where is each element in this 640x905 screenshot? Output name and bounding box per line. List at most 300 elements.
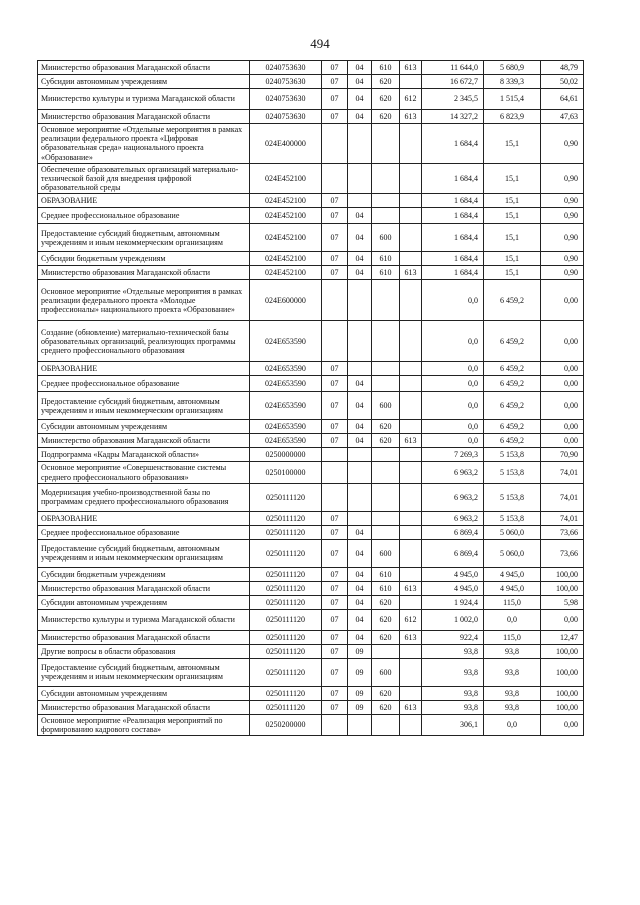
cell-vr bbox=[372, 462, 400, 483]
cell-rz: 07 bbox=[322, 75, 348, 89]
cell-pr: 04 bbox=[348, 392, 372, 420]
cell-rz: 07 bbox=[322, 392, 348, 420]
cell-pct: 0,90 bbox=[541, 163, 584, 194]
cell-fact: 8 339,3 bbox=[484, 75, 541, 89]
table-row bbox=[38, 124, 584, 164]
cell-fact: 115,0 bbox=[484, 630, 541, 644]
cell-pct: 0,00 bbox=[541, 609, 584, 630]
cell-pct: 47,63 bbox=[541, 110, 584, 124]
cell-pr: 04 bbox=[348, 609, 372, 630]
budget-table bbox=[37, 60, 584, 736]
cell-pr: 09 bbox=[348, 686, 372, 700]
cell-rz: 07 bbox=[322, 630, 348, 644]
cell-fact: 0,0 bbox=[484, 714, 541, 735]
cell-plan: 1 924,4 bbox=[422, 595, 484, 609]
table-row bbox=[38, 714, 584, 735]
cell-vr: 620 bbox=[372, 630, 400, 644]
cell-vr: 610 bbox=[372, 266, 400, 280]
cell-pr bbox=[348, 483, 372, 511]
cell-rz: 07 bbox=[322, 208, 348, 224]
cell-plan: 4 945,0 bbox=[422, 567, 484, 581]
cell-pct: 0,90 bbox=[541, 252, 584, 266]
cell-name: Субсидии автономным учреждениям bbox=[38, 595, 250, 609]
cell-code: 0250111120 bbox=[250, 644, 322, 658]
cell-plan: 93,8 bbox=[422, 686, 484, 700]
cell-vr bbox=[372, 644, 400, 658]
cell-rz: 07 bbox=[322, 252, 348, 266]
cell-gr bbox=[400, 539, 422, 567]
cell-vr: 620 bbox=[372, 595, 400, 609]
cell-plan: 6 869,4 bbox=[422, 539, 484, 567]
cell-pr bbox=[348, 714, 372, 735]
cell-code: 0250111120 bbox=[250, 630, 322, 644]
cell-gr bbox=[400, 124, 422, 164]
cell-gr bbox=[400, 75, 422, 89]
cell-vr: 610 bbox=[372, 252, 400, 266]
table-row bbox=[38, 75, 584, 89]
cell-code: 0250111120 bbox=[250, 686, 322, 700]
cell-code: 0250000000 bbox=[250, 448, 322, 462]
cell-plan: 93,8 bbox=[422, 644, 484, 658]
cell-gr bbox=[400, 462, 422, 483]
cell-pct: 0,00 bbox=[541, 376, 584, 392]
cell-rz: 07 bbox=[322, 644, 348, 658]
cell-pct: 0,00 bbox=[541, 280, 584, 321]
cell-pct: 100,00 bbox=[541, 700, 584, 714]
cell-pr bbox=[348, 280, 372, 321]
cell-fact: 5 060,0 bbox=[484, 539, 541, 567]
cell-pct: 50,02 bbox=[541, 75, 584, 89]
cell-pr: 04 bbox=[348, 595, 372, 609]
cell-gr: 613 bbox=[400, 110, 422, 124]
cell-vr bbox=[372, 163, 400, 194]
cell-name: Министерство культуры и туризма Магаданской области bbox=[38, 609, 250, 630]
cell-pct: 5,98 bbox=[541, 595, 584, 609]
cell-plan: 1 684,4 bbox=[422, 124, 484, 164]
cell-plan: 0,0 bbox=[422, 434, 484, 448]
cell-pr: 04 bbox=[348, 630, 372, 644]
cell-vr bbox=[372, 448, 400, 462]
table-row bbox=[38, 420, 584, 434]
cell-gr: 613 bbox=[400, 61, 422, 75]
cell-code: 0240753630 bbox=[250, 61, 322, 75]
table-row bbox=[38, 266, 584, 280]
cell-plan: 93,8 bbox=[422, 658, 484, 686]
table-row bbox=[38, 252, 584, 266]
cell-vr bbox=[372, 376, 400, 392]
cell-vr bbox=[372, 280, 400, 321]
cell-code: 024E452100 bbox=[250, 163, 322, 194]
cell-fact: 6 459,2 bbox=[484, 321, 541, 362]
cell-pr: 04 bbox=[348, 539, 372, 567]
cell-name: Министерство образования Магаданской области bbox=[38, 434, 250, 448]
cell-pct: 100,00 bbox=[541, 658, 584, 686]
cell-name: Создание (обновление) материально-технической базы образовательных организаций, реализующих программы среднего профессионального образования bbox=[38, 321, 250, 362]
cell-gr bbox=[400, 644, 422, 658]
cell-pct: 0,90 bbox=[541, 208, 584, 224]
cell-rz: 07 bbox=[322, 700, 348, 714]
cell-rz: 07 bbox=[322, 224, 348, 252]
cell-plan: 1 684,4 bbox=[422, 266, 484, 280]
cell-code: 0240753630 bbox=[250, 89, 322, 110]
cell-fact: 6 459,2 bbox=[484, 420, 541, 434]
cell-code: 024E400000 bbox=[250, 124, 322, 164]
cell-plan: 7 269,3 bbox=[422, 448, 484, 462]
table-row bbox=[38, 208, 584, 224]
cell-pct: 74,01 bbox=[541, 483, 584, 511]
table-row bbox=[38, 567, 584, 581]
cell-rz: 07 bbox=[322, 362, 348, 376]
cell-plan: 6 869,4 bbox=[422, 525, 484, 539]
cell-pr bbox=[348, 321, 372, 362]
cell-pr: 04 bbox=[348, 252, 372, 266]
cell-code: 0250111120 bbox=[250, 609, 322, 630]
cell-rz: 07 bbox=[322, 61, 348, 75]
cell-name: Субсидии автономным учреждениям bbox=[38, 75, 250, 89]
cell-pct: 0,00 bbox=[541, 321, 584, 362]
cell-pr: 04 bbox=[348, 376, 372, 392]
cell-code: 0250111120 bbox=[250, 581, 322, 595]
cell-name: Предоставление субсидий бюджетным, автономным учреждениям и иным некоммерческим организациям bbox=[38, 224, 250, 252]
cell-plan: 0,0 bbox=[422, 321, 484, 362]
cell-plan: 0,0 bbox=[422, 420, 484, 434]
table-row bbox=[38, 224, 584, 252]
cell-plan: 1 684,4 bbox=[422, 208, 484, 224]
table-row bbox=[38, 630, 584, 644]
cell-pct: 12,47 bbox=[541, 630, 584, 644]
cell-fact: 6 459,2 bbox=[484, 392, 541, 420]
cell-fact: 6 459,2 bbox=[484, 362, 541, 376]
cell-gr bbox=[400, 280, 422, 321]
table-row bbox=[38, 686, 584, 700]
cell-fact: 15,1 bbox=[484, 163, 541, 194]
table-row bbox=[38, 539, 584, 567]
cell-code: 024E452100 bbox=[250, 194, 322, 208]
cell-gr bbox=[400, 525, 422, 539]
cell-rz bbox=[322, 124, 348, 164]
cell-vr: 620 bbox=[372, 686, 400, 700]
cell-rz bbox=[322, 280, 348, 321]
cell-vr: 610 bbox=[372, 567, 400, 581]
cell-gr: 613 bbox=[400, 630, 422, 644]
cell-rz bbox=[322, 163, 348, 194]
cell-name: Министерство культуры и туризма Магаданской области bbox=[38, 89, 250, 110]
cell-code: 0250111120 bbox=[250, 700, 322, 714]
cell-pct: 0,00 bbox=[541, 714, 584, 735]
cell-pct: 0,90 bbox=[541, 266, 584, 280]
cell-pr: 04 bbox=[348, 61, 372, 75]
cell-fact: 15,1 bbox=[484, 252, 541, 266]
cell-code: 0250111120 bbox=[250, 525, 322, 539]
cell-name: Среднее профессиональное образование bbox=[38, 525, 250, 539]
table-row bbox=[38, 362, 584, 376]
table-row bbox=[38, 525, 584, 539]
cell-name: Министерство образования Магаданской области bbox=[38, 61, 250, 75]
cell-rz: 07 bbox=[322, 110, 348, 124]
cell-pr bbox=[348, 124, 372, 164]
cell-gr bbox=[400, 420, 422, 434]
cell-vr bbox=[372, 208, 400, 224]
cell-rz: 07 bbox=[322, 525, 348, 539]
cell-rz: 07 bbox=[322, 658, 348, 686]
cell-gr: 612 bbox=[400, 609, 422, 630]
cell-rz: 07 bbox=[322, 420, 348, 434]
cell-vr bbox=[372, 525, 400, 539]
cell-vr: 620 bbox=[372, 75, 400, 89]
cell-gr: 612 bbox=[400, 89, 422, 110]
cell-pct: 100,00 bbox=[541, 686, 584, 700]
cell-vr bbox=[372, 321, 400, 362]
cell-plan: 1 684,4 bbox=[422, 252, 484, 266]
cell-rz bbox=[322, 321, 348, 362]
cell-vr: 620 bbox=[372, 434, 400, 448]
cell-gr bbox=[400, 224, 422, 252]
cell-rz: 07 bbox=[322, 266, 348, 280]
cell-fact: 15,1 bbox=[484, 266, 541, 280]
table-row bbox=[38, 609, 584, 630]
cell-rz bbox=[322, 483, 348, 511]
table-row bbox=[38, 110, 584, 124]
cell-plan: 93,8 bbox=[422, 700, 484, 714]
cell-gr bbox=[400, 567, 422, 581]
cell-name: Обеспечение образовательных организаций материально-технической базой для внедрения цифровой образовательной среды bbox=[38, 163, 250, 194]
cell-name: Подпрограмма «Кадры Магаданской области» bbox=[38, 448, 250, 462]
cell-vr bbox=[372, 124, 400, 164]
cell-vr bbox=[372, 483, 400, 511]
cell-pct: 0,00 bbox=[541, 434, 584, 448]
cell-plan: 2 345,5 bbox=[422, 89, 484, 110]
cell-vr bbox=[372, 511, 400, 525]
cell-pct: 64,61 bbox=[541, 89, 584, 110]
cell-pr: 04 bbox=[348, 434, 372, 448]
cell-fact: 115,0 bbox=[484, 595, 541, 609]
cell-vr bbox=[372, 714, 400, 735]
cell-vr: 600 bbox=[372, 392, 400, 420]
cell-plan: 0,0 bbox=[422, 362, 484, 376]
cell-name: Предоставление субсидий бюджетным, автономным учреждениям и иным некоммерческим организациям bbox=[38, 539, 250, 567]
cell-pct: 0,00 bbox=[541, 362, 584, 376]
table-row bbox=[38, 644, 584, 658]
cell-plan: 1 684,4 bbox=[422, 163, 484, 194]
cell-fact: 93,8 bbox=[484, 686, 541, 700]
cell-fact: 1 515,4 bbox=[484, 89, 541, 110]
cell-rz: 07 bbox=[322, 376, 348, 392]
cell-gr bbox=[400, 392, 422, 420]
cell-vr bbox=[372, 362, 400, 376]
page-number: 494 bbox=[310, 36, 330, 51]
cell-code: 024E452100 bbox=[250, 266, 322, 280]
cell-pr: 04 bbox=[348, 89, 372, 110]
cell-pct: 0,90 bbox=[541, 124, 584, 164]
cell-rz: 07 bbox=[322, 595, 348, 609]
cell-vr: 620 bbox=[372, 89, 400, 110]
cell-plan: 922,4 bbox=[422, 630, 484, 644]
cell-pct: 100,00 bbox=[541, 644, 584, 658]
cell-plan: 4 945,0 bbox=[422, 581, 484, 595]
cell-rz bbox=[322, 714, 348, 735]
cell-fact: 15,1 bbox=[484, 224, 541, 252]
cell-gr bbox=[400, 252, 422, 266]
cell-pr: 04 bbox=[348, 224, 372, 252]
table-row bbox=[38, 700, 584, 714]
table-row bbox=[38, 511, 584, 525]
table-row bbox=[38, 581, 584, 595]
cell-pct: 74,01 bbox=[541, 462, 584, 483]
cell-pr: 04 bbox=[348, 75, 372, 89]
cell-vr: 620 bbox=[372, 420, 400, 434]
cell-code: 024E653590 bbox=[250, 376, 322, 392]
cell-pct: 0,90 bbox=[541, 194, 584, 208]
cell-plan: 1 684,4 bbox=[422, 194, 484, 208]
cell-name: Министерство образования Магаданской области bbox=[38, 630, 250, 644]
cell-name: Другие вопросы в области образования bbox=[38, 644, 250, 658]
cell-pct: 48,79 bbox=[541, 61, 584, 75]
table-row bbox=[38, 321, 584, 362]
table-row bbox=[38, 392, 584, 420]
table-row bbox=[38, 434, 584, 448]
cell-gr: 613 bbox=[400, 700, 422, 714]
cell-pr bbox=[348, 448, 372, 462]
cell-pct: 100,00 bbox=[541, 581, 584, 595]
cell-code: 0250200000 bbox=[250, 714, 322, 735]
cell-rz: 07 bbox=[322, 581, 348, 595]
cell-gr bbox=[400, 714, 422, 735]
cell-plan: 6 963,2 bbox=[422, 511, 484, 525]
cell-plan: 0,0 bbox=[422, 376, 484, 392]
table-row bbox=[38, 61, 584, 75]
cell-fact: 5 153,8 bbox=[484, 483, 541, 511]
cell-rz: 07 bbox=[322, 434, 348, 448]
cell-vr: 610 bbox=[372, 581, 400, 595]
cell-pct: 74,01 bbox=[541, 511, 584, 525]
table-row bbox=[38, 89, 584, 110]
cell-vr: 620 bbox=[372, 110, 400, 124]
cell-name: Предоставление субсидий бюджетным, автономным учреждениям и иным некоммерческим организациям bbox=[38, 392, 250, 420]
cell-gr bbox=[400, 208, 422, 224]
cell-name: Среднее профессиональное образование bbox=[38, 376, 250, 392]
cell-pr: 04 bbox=[348, 581, 372, 595]
cell-fact: 15,1 bbox=[484, 194, 541, 208]
cell-name: Министерство образования Магаданской области bbox=[38, 581, 250, 595]
cell-name: Субсидии автономным учреждениям bbox=[38, 420, 250, 434]
cell-pr: 04 bbox=[348, 110, 372, 124]
table-row bbox=[38, 462, 584, 483]
cell-fact: 15,1 bbox=[484, 208, 541, 224]
cell-fact: 93,8 bbox=[484, 700, 541, 714]
cell-rz: 07 bbox=[322, 567, 348, 581]
cell-rz: 07 bbox=[322, 686, 348, 700]
cell-pct: 0,90 bbox=[541, 224, 584, 252]
cell-name: Основное мероприятие «Отдельные мероприятия в рамках реализации федерального проекта «Молодые профессионалы» национального проекта «Образование» bbox=[38, 280, 250, 321]
cell-name: Предоставление субсидий бюджетным, автономным учреждениям и иным некоммерческим организациям bbox=[38, 658, 250, 686]
cell-gr bbox=[400, 194, 422, 208]
cell-fact: 6 459,2 bbox=[484, 280, 541, 321]
cell-vr: 600 bbox=[372, 539, 400, 567]
cell-pct: 70,90 bbox=[541, 448, 584, 462]
cell-plan: 16 672,7 bbox=[422, 75, 484, 89]
cell-code: 0250111120 bbox=[250, 483, 322, 511]
cell-code: 0250100000 bbox=[250, 462, 322, 483]
cell-pct: 0,00 bbox=[541, 392, 584, 420]
cell-pr: 09 bbox=[348, 700, 372, 714]
cell-rz: 07 bbox=[322, 511, 348, 525]
cell-plan: 306,1 bbox=[422, 714, 484, 735]
cell-plan: 1 684,4 bbox=[422, 224, 484, 252]
cell-code: 024E653590 bbox=[250, 434, 322, 448]
cell-pr: 04 bbox=[348, 567, 372, 581]
cell-pr: 09 bbox=[348, 644, 372, 658]
cell-pr bbox=[348, 511, 372, 525]
cell-code: 024E653590 bbox=[250, 321, 322, 362]
cell-pr bbox=[348, 462, 372, 483]
cell-name: Субсидии бюджетным учреждениям bbox=[38, 567, 250, 581]
cell-vr: 620 bbox=[372, 700, 400, 714]
cell-plan: 0,0 bbox=[422, 280, 484, 321]
cell-vr bbox=[372, 194, 400, 208]
cell-pr: 09 bbox=[348, 658, 372, 686]
cell-name: Основное мероприятие «Отдельные мероприятия в рамках реализации федерального проекта «Цифровая образовательная среда» национального проекта «Образование» bbox=[38, 124, 250, 164]
cell-pr: 04 bbox=[348, 266, 372, 280]
cell-rz: 07 bbox=[322, 539, 348, 567]
cell-fact: 5 153,8 bbox=[484, 462, 541, 483]
cell-pr bbox=[348, 362, 372, 376]
cell-name: Среднее профессиональное образование bbox=[38, 208, 250, 224]
cell-plan: 11 644,0 bbox=[422, 61, 484, 75]
cell-pct: 100,00 bbox=[541, 567, 584, 581]
cell-code: 0250111120 bbox=[250, 511, 322, 525]
cell-gr: 613 bbox=[400, 434, 422, 448]
cell-name: ОБРАЗОВАНИЕ bbox=[38, 362, 250, 376]
cell-code: 024E452100 bbox=[250, 224, 322, 252]
cell-fact: 5 153,8 bbox=[484, 511, 541, 525]
cell-rz bbox=[322, 448, 348, 462]
cell-pct: 73,66 bbox=[541, 539, 584, 567]
cell-code: 0250111120 bbox=[250, 539, 322, 567]
cell-code: 024E452100 bbox=[250, 208, 322, 224]
cell-gr bbox=[400, 686, 422, 700]
cell-pr bbox=[348, 194, 372, 208]
cell-fact: 5 680,9 bbox=[484, 61, 541, 75]
cell-gr bbox=[400, 163, 422, 194]
cell-rz: 07 bbox=[322, 89, 348, 110]
cell-name: Основное мероприятие «Совершенствование системы среднего профессионального образования» bbox=[38, 462, 250, 483]
cell-pr: 04 bbox=[348, 420, 372, 434]
cell-gr: 613 bbox=[400, 266, 422, 280]
cell-fact: 93,8 bbox=[484, 644, 541, 658]
table-row bbox=[38, 376, 584, 392]
table-row bbox=[38, 280, 584, 321]
cell-name: Министерство образования Магаданской области bbox=[38, 110, 250, 124]
cell-gr bbox=[400, 362, 422, 376]
cell-name: Основное мероприятие «Реализация мероприятий по формированию кадрового состава» bbox=[38, 714, 250, 735]
cell-rz bbox=[322, 462, 348, 483]
table-row bbox=[38, 658, 584, 686]
cell-name: ОБРАЗОВАНИЕ bbox=[38, 194, 250, 208]
cell-code: 0240753630 bbox=[250, 110, 322, 124]
cell-code: 0250111120 bbox=[250, 658, 322, 686]
cell-gr: 613 bbox=[400, 581, 422, 595]
cell-plan: 6 963,2 bbox=[422, 462, 484, 483]
cell-code: 0240753630 bbox=[250, 75, 322, 89]
cell-fact: 5 060,0 bbox=[484, 525, 541, 539]
cell-fact: 6 459,2 bbox=[484, 434, 541, 448]
cell-name: ОБРАЗОВАНИЕ bbox=[38, 511, 250, 525]
cell-fact: 6 823,9 bbox=[484, 110, 541, 124]
cell-fact: 4 945,0 bbox=[484, 567, 541, 581]
cell-code: 024E653590 bbox=[250, 362, 322, 376]
cell-code: 024E653590 bbox=[250, 420, 322, 434]
cell-pr: 04 bbox=[348, 525, 372, 539]
